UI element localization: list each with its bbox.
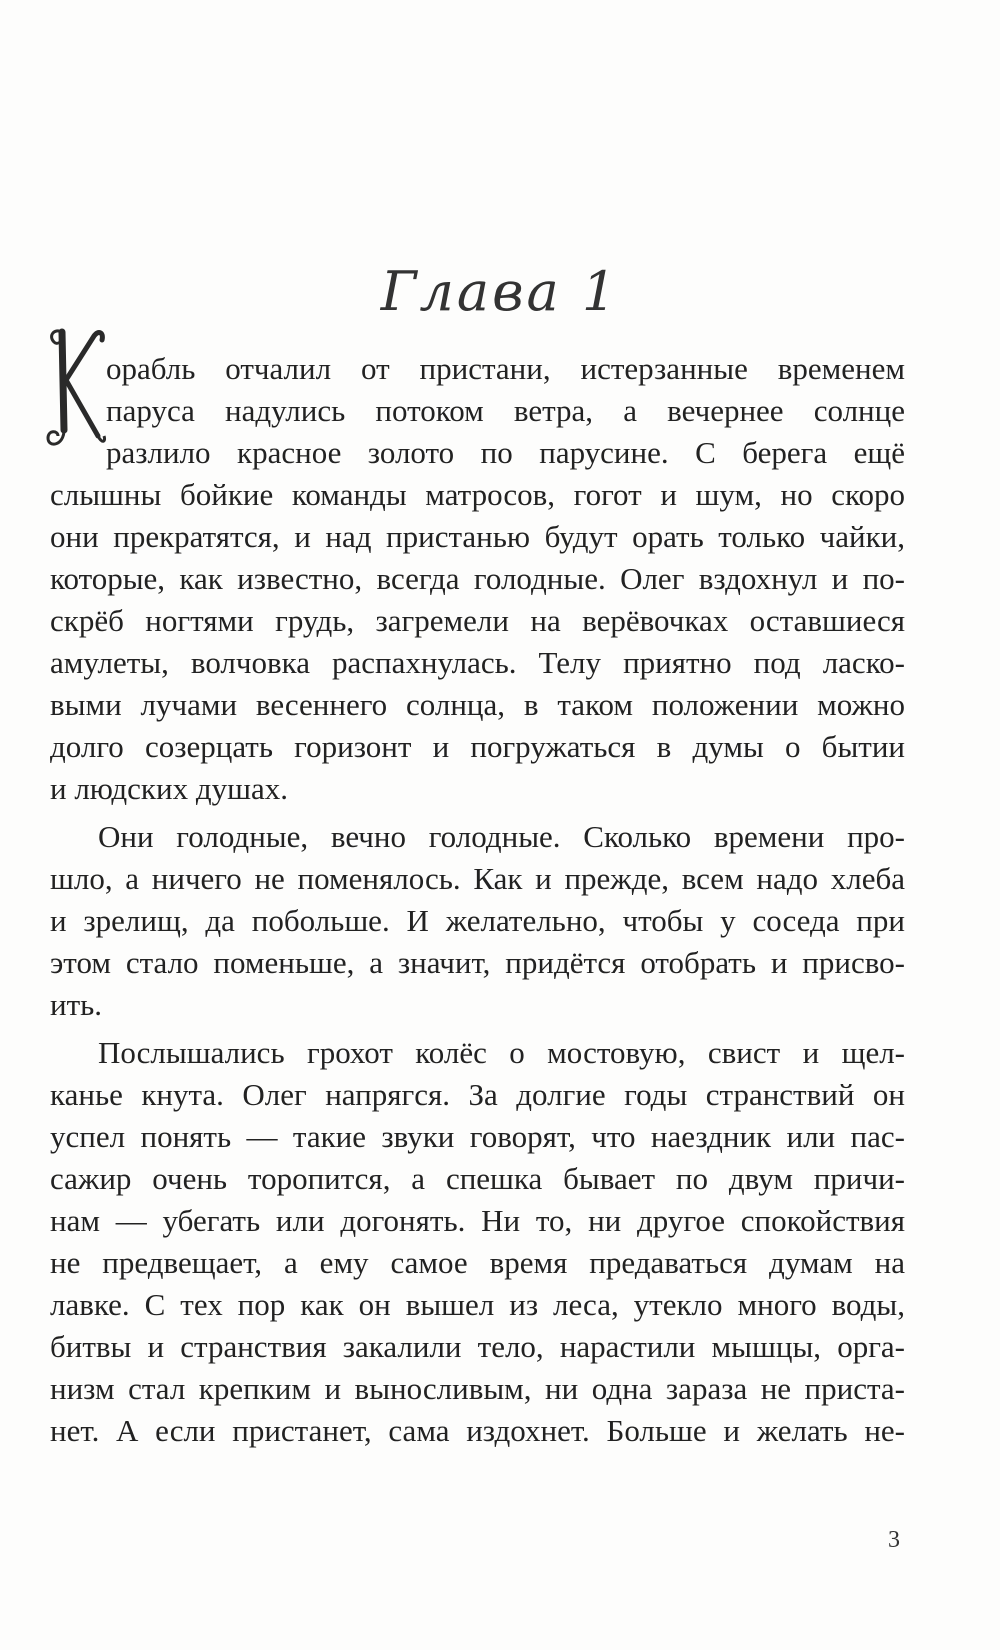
text-line: долго созерцать горизонт и погружаться в думы о бытии — [50, 729, 905, 764]
text-line: Послышались грохот колёс о мостовую, свист и щел- — [98, 1035, 905, 1070]
text-line: нет. А если пристанет, сама издохнет. Больше и желать не- — [50, 1413, 905, 1448]
text-line: выми лучами весеннего солнца, в таком положении можно — [50, 687, 905, 722]
text-line: нам — убегать или догонять. Ни то, ни другое спокойствия — [50, 1203, 905, 1238]
text-line: канье кнута. Олег напрягся. За долгие годы странствий он — [50, 1077, 905, 1112]
text-line: битвы и странствия закалили тело, нарастили мышцы, орга- — [50, 1329, 905, 1364]
paragraph-3 — [50, 1032, 905, 1452]
text-line: амулеты, волчовка распахнулась. Телу приятно под ласко- — [50, 645, 905, 680]
text-line: орабль отчалил от пристани, истерзанные временем — [106, 351, 905, 386]
paragraph-1 — [50, 348, 905, 810]
page-number: 3 — [888, 1527, 900, 1553]
text-line: слышны бойкие команды матросов, гогот и шум, но скоро — [50, 477, 905, 512]
text-line: и зрелищ, да побольше. И желательно, чтобы у соседа при — [50, 903, 905, 938]
chapter-title: Глава 1 — [380, 260, 620, 323]
text-line: и людских душах. — [50, 771, 288, 806]
body-text — [50, 348, 905, 1452]
text-line: ить. — [50, 987, 103, 1022]
text-line: лавке. С тех пор как он вышел из леса, утекло много воды, — [50, 1287, 905, 1322]
text-line: которые, как известно, всегда голодные. Олег вздохнул и по- — [50, 561, 905, 596]
text-line: они прекратятся, и над пристанью будут орать только чайки, — [50, 519, 905, 554]
text-line: этом стало поменьше, а значит, придётся отобрать и присво- — [50, 945, 905, 980]
text-line: сажир очень торопится, а спешка бывает по двум причи- — [50, 1161, 905, 1196]
text-line: Они голодные, вечно голодные. Сколько времени про- — [98, 819, 905, 854]
text-line: успел понять — такие звуки говорят, что наездник или пас- — [50, 1119, 905, 1154]
text-line: низм стал крепким и выносливым, ни одна зараза не приста- — [50, 1371, 905, 1406]
paragraph-2 — [50, 816, 905, 1026]
text-line: паруса надулись потоком ветра, а вечернее солнце — [106, 393, 905, 428]
text-line: не предвещает, а ему самое время предаваться думам на — [50, 1245, 905, 1280]
text-line: скрёб ногтями грудь, загремели на верёвочках оставшиеся — [50, 603, 905, 638]
text-line: разлило красное золото по парусине. С берега ещё — [106, 435, 905, 470]
text-line: шло, а ничего не поменялось. Как и прежде, всем надо хлеба — [50, 861, 905, 896]
